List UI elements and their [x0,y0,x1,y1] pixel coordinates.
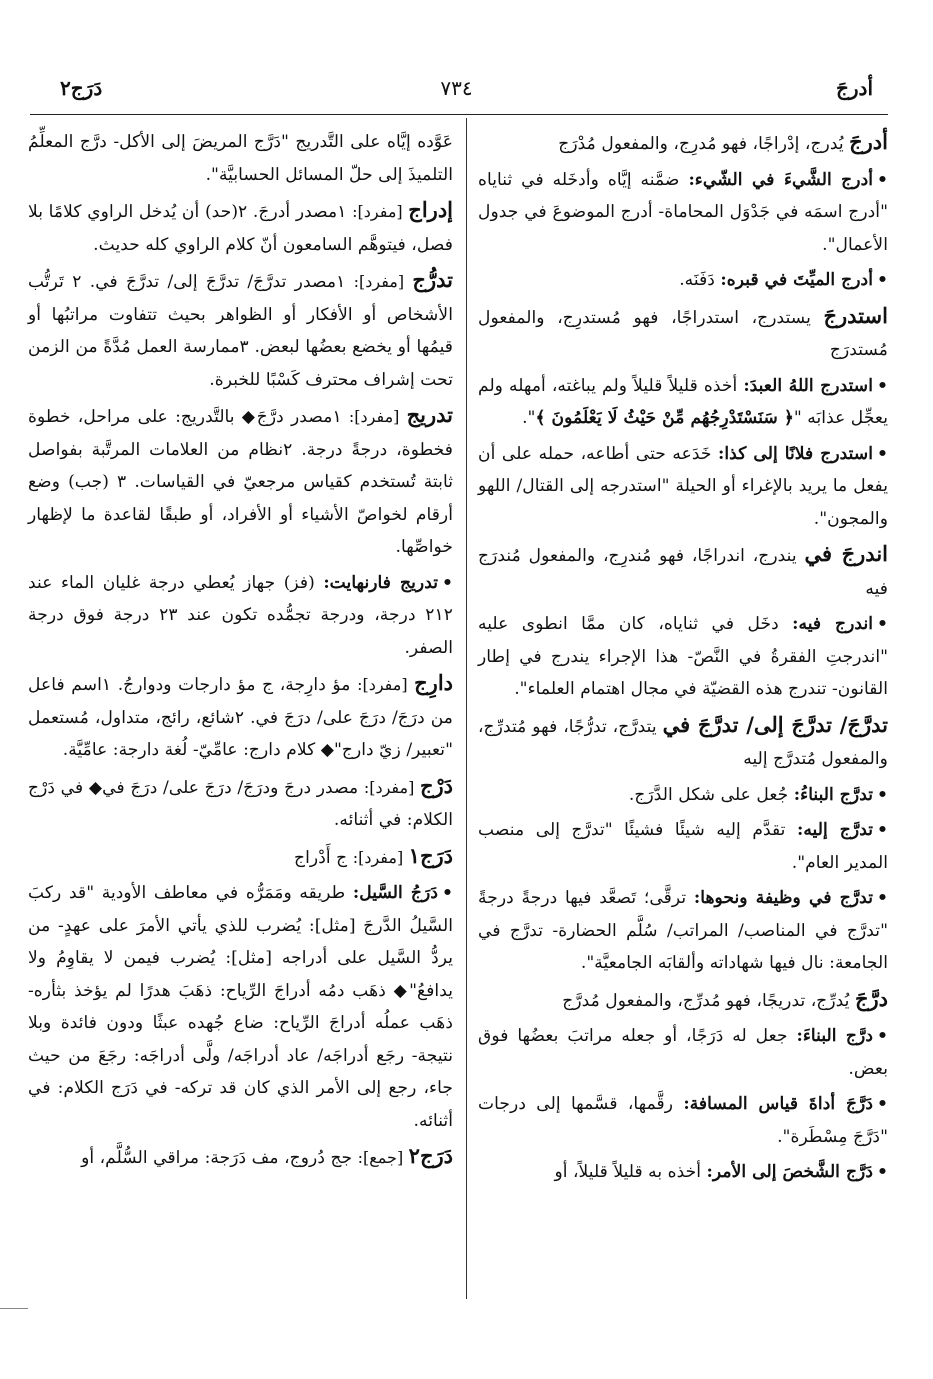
sense-phrase: استدرج اللهُ العبدَ: [743,375,873,396]
sense-text: ترقَّى؛ تَصعَّد فيها درجةً درجةً "تدرَّج في المناصب/ المراتب/ سُلَّم الحضارة- تدرَّج في الجامعة: نال فيها شهاداته وألقابَه الجامعيَّة". [478,888,888,973]
sense-phrase: اندرج فيه: [792,614,874,634]
entry-pos: [جمع]: [357,1148,404,1167]
sense-text: رقَّمها، قسَّمها إلى درجات "دَرَّجَ مِسْطَرة". [478,1094,888,1147]
sense-phrase: دَرَجُ السَّيل: [352,883,438,903]
column-divider [466,118,467,1299]
bullet-icon: • [876,1026,888,1046]
entry-pos: [مفرد]: [353,272,405,291]
entry-sense [478,779,888,812]
bullet-icon: • [877,614,889,634]
entry-sense [478,1020,888,1085]
dictionary-entry [28,264,453,396]
dictionary-entry [28,399,453,564]
sense-text: دَفَنَه. [679,270,715,290]
bullet-icon: • [877,443,889,464]
continued-text [28,126,453,191]
entry-headword: تدرُّج [412,267,453,292]
dictionary-entry [478,126,888,161]
entry-text: يتدرَّج، تدرُّجًا، فهو مُتدرِّج، والمفعول مُتدرَّج إليه [478,716,888,769]
sense-phrase: دَرَّجَ أداةَ قياس المسافة: [683,1094,874,1114]
header-guide-word-right: أدرجَ [835,76,873,100]
entry-headword: دَرَج٢ [408,1143,453,1168]
sense-phrase: تدرَّج إليه: [797,820,873,840]
entry-text: يُدرِّج، تدريجًا، فهو مُدرِّج، والمفعول مُدرَّج [562,990,850,1011]
sense-text: جُعل على شكل الدَّرَج. [628,784,789,805]
bullet-icon: • [877,784,888,805]
dictionary-entry [28,1140,453,1175]
entry-headword: دَرْج [419,772,454,798]
sense-phrase: استدرج فلانًا إلى كذا: [718,443,874,464]
entry-pos: [مفرد]: [363,777,415,797]
entry-sense [478,370,888,435]
dictionary-entry [478,709,888,776]
entry-text: ١مصدر تدرَّجَ/ تدرَّجَ إلى/ تدرَّجَ في. ٢ تَرتُّب الأشخاص أو الأفكار أو الظواهر بحيث تتفاوت مراتبُها أو قيمُها أو يخضع بعضُها لبعض. ٣ممارسة العمل مُدَّةً من الزمن تحت إشراف محترف كَسْبًا للخبرة. [28,272,454,390]
dictionary-entry [478,983,888,1018]
quran-verse: ﴿ سَنَسْتَدْرِجُهُم مِّنْ حَيْثُ لَا يَعْلَمُونَ ﴾ [535,408,794,428]
bullet-icon: • [877,169,889,190]
entry-text: يستدرج، استدراجًا، فهو مُستدرِج، والمفعول مُستدرَج [478,307,888,360]
entry-pos: [مفرد]: [348,407,400,426]
entry-sense [478,882,888,980]
dictionary-entry [28,667,453,767]
dictionary-entry [478,538,888,605]
header-rule [30,114,888,115]
dictionary-entry [478,300,888,367]
bullet-icon: • [877,888,888,908]
left-column [28,126,453,1178]
entry-pos: [مفرد]: [352,847,404,867]
sense-phrase: تدرَّج في وظيفة ونحوها: [693,888,873,908]
sense-tail: ". [522,408,536,428]
bullet-icon: • [877,820,888,840]
entry-sense [28,567,453,665]
sense-text: تقدَّم إليه شيئًا فشيئًا "تدرَّج إلى منصب المدير العام". [478,820,888,873]
sense-text: ضمَّنه إيَّاه وأدخَله في ثناياه "أدرج اسمَه في جَدْوَل المحاماة- أدرج الموضوعَ في جدول الأعمال". [478,169,888,255]
sense-phrase: درَّج البناءَ: [796,1026,873,1046]
entry-headword: إدراج [408,197,453,222]
entry-sense [28,877,453,1137]
sense-phrase: دَرَّج الشَّخصَ إلى الأمر: [706,1162,873,1182]
sense-text: دخَل في ثناياه، كان ممَّا انطوى عليه "اندرجتِ الفقرةُ في النَّصّ- هذا الإجراء يندرج في إطار القانون- تندرج هذه القضيّة في مجال اهتمام العلماء". [478,614,888,699]
entry-headword: استدرجَ [823,302,888,328]
bullet-icon: • [877,270,888,290]
entry-sense [478,438,888,536]
right-column [478,126,888,1192]
entry-text: ١مصدر درَّجَ◆ بالتَّدريج: على مراحل، خطوة فخطوة، درجةً درجة. ٢نظام من العلامات المرتَّبة بفواصل ثابتة تُستخدم كقياس مرجعيّ في القياسات. ٣ (جب) وضع أرقام لخواصّ الأشياء أو الأفراد، أو طبقًا لقاعدة ما لإظهار خواصِّها. [28,407,453,557]
sense-text: خَدَعه حتى أطاعه، حمله على أن يفعل ما يريد بالإغراء أو الحيلة "استدرجه إلى القتال/ اللهو والمجون". [478,443,888,529]
entry-text: مصدر درجَ ودرَجَ/ درَجَ على/ درَجَ في◆ في دَرْج الكلام: في أثنائه. [28,777,453,830]
entry-text: جج دُروج، مف دَرَجة: مراقي السُّلَّم، أو [81,1148,353,1168]
entry-pos: [مفرد]: [357,675,408,694]
entry-sense [478,264,888,297]
header-guide-word-left: دَرَج٢ [60,76,103,100]
sense-phrase: تدرَّج البناءُ: [793,784,873,805]
entry-sense [478,814,888,879]
entry-text: مؤ دارِجة، ج مؤ دارجات ودوارجُ. ١اسم فاعل من درَجَ/ درَجَ على/ درَجَ في. ٢شائع، رائج، متداول، مُستعمل "تعبير/ زيّ دارج"◆ كلام دارج: عامِّيّ- لُغة دارجة: عامِّيَّة. [28,675,453,760]
dictionary-entry [28,194,453,261]
sense-text: (فز) جهاز يُعطي درجة غليان الماء عند ٢١٢ درجة، ودرجة تجمُّده تكون عند ٢٣ درجة فوق درجة الصفر. [28,572,453,658]
entry-text: يندرج، اندراجًا، فهو مُندرِج، والمفعول مُندرَج فيه [478,546,888,599]
bullet-icon: • [877,1162,888,1182]
footer-mark [0,1308,28,1309]
page-header [40,72,873,112]
entry-headword: دَرَج١ [408,842,453,868]
bullet-icon: • [877,1094,889,1114]
entry-headword: دارِج [414,670,454,695]
bullet-icon: • [442,572,453,593]
sense-text: جعل له دَرَجًا، أو جعله مراتبَ بعضُها فوق بعض. [478,1026,888,1079]
page-number: ٧٣٤ [440,76,473,100]
entry-text: ج أَدْراج [294,847,348,868]
sense-phrase: أدرج الميِّتَ في قبره: [720,270,873,290]
entry-sense [478,1156,888,1189]
continued-text-body: عَوَّده إيَّاه على التَّدريج "دَرَّج المريضَ إلى الأكل- درَّج المعلِّمُ التلميذَ إلى حلّ المسائل الحسابيَّة". [28,132,453,185]
entry-text: ١مصدر أدرجَ. ٢(حد) أن يُدخل الراوي كلامًا بلا فصل، فيتوهَّم السامعون أنّ كلام الراوي كله حديث. [28,202,453,255]
dictionary-entry [28,770,453,837]
entry-text: يُدرج، إدْراجًا، فهو مُدرِج، والمفعول مُدْرَج [558,134,844,154]
entry-headword: تدريج [406,402,454,427]
entry-headword: أدرجَ [849,129,888,154]
bullet-icon: • [877,375,888,396]
entry-headword: تدرَّجَ/ تدرَّجَ إلى/ تدرَّجَ في [662,711,888,737]
dictionary-entry [28,840,453,875]
entry-headword: اندرجَ في [804,541,888,566]
sense-text: أخذه به قليلاً قليلاً، أو [554,1162,702,1182]
sense-phrase: تدريج فارنهايت: [323,572,438,593]
entry-sense [478,1088,888,1153]
sense-text: أخذه قليلاً قليلاً ولم يباغته، أمهله ولم يعجِّل عذابَه " [478,375,888,428]
bullet-icon: • [442,883,453,903]
entry-headword: درَّجَ [854,985,888,1011]
entry-sense [478,164,888,262]
sense-text: طريقه ومَمَرُّه في معاطف الأودية "قد ركبَ السَّيلُ الدَّرجَ [مثل]: يُضرب للذي يأتي الأمرَ على عهدٍ- من يردُّ السَّيل على أدراجه [مثل]: يُضرب فيمن لا يقاوِمُ ولا يدافعُ"◆ ذهَب دمُه أدراجَ الرِّياح: ذهَبَ هدرًا لم يؤخذ بثأره- ذهَب عملُه أدراجَ الرِّياح: ضاع جُهده عبثًا ودون فائدة وبلا نتيجة- رجَع أدراجَه/ عاد أدراجَه/ ولَّى أدراجَه: رجَعَ من حيث جاء، رجع إلى الأمر الذي كان قد تركه- في دَرَج الكلام: في أثنائه. [28,883,453,1131]
entry-sense [478,608,888,706]
sense-phrase: أدرج الشَّيءَ في الشّيء: [688,169,874,190]
entry-pos: [مفرد]: [352,202,403,221]
